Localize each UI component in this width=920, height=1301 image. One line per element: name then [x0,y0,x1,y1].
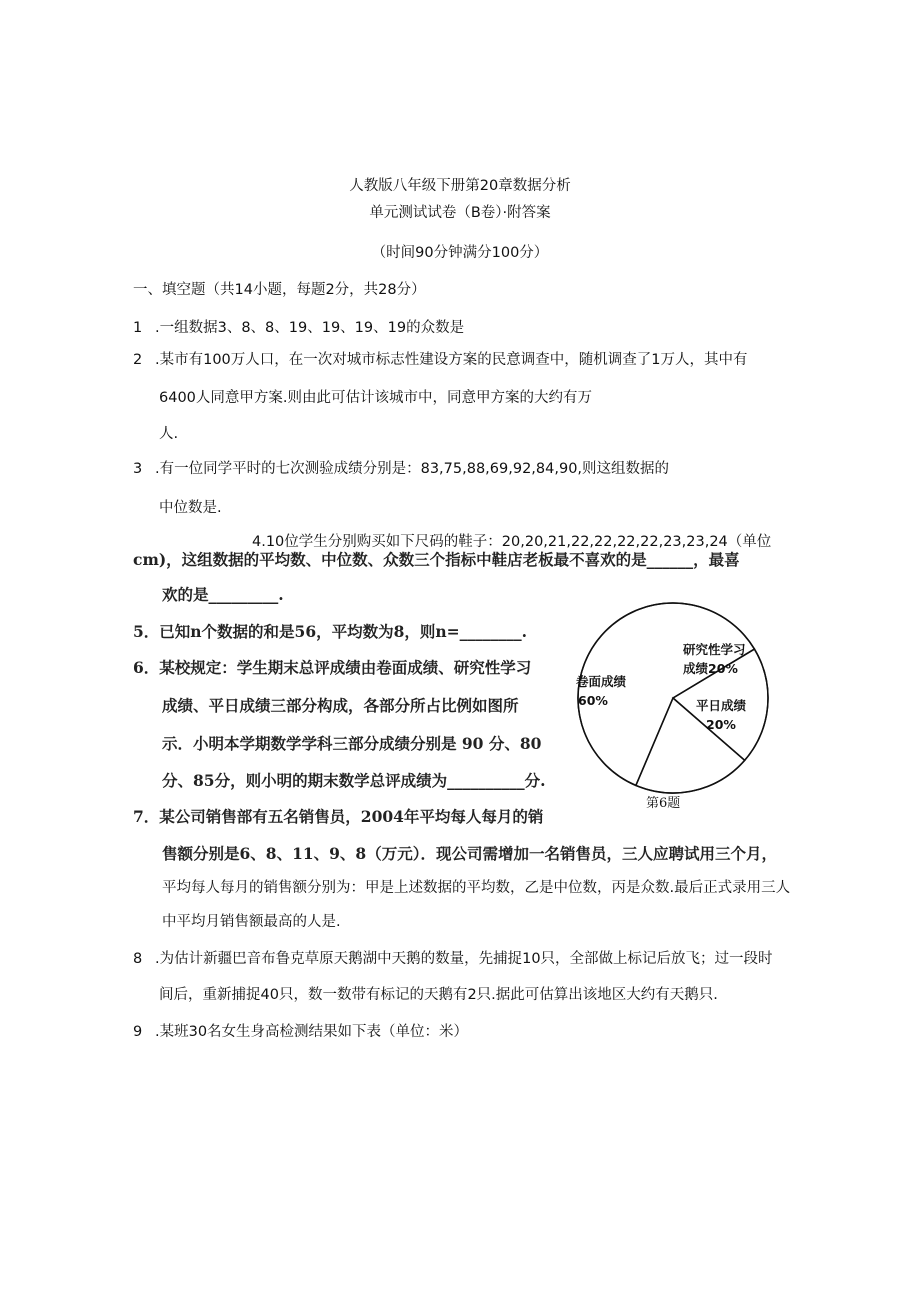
pie-slice-label: 卷面成绩 [576,674,627,689]
question-number: 1 [133,320,143,336]
question-text: .有一位同学平时的七次测验成绩分别是：83,75,88,69,92,84,90,则这组数据的 [155,461,670,477]
question-text: .某市有100万人口，在一次对城市标志性建设方案的民意调查中，随机调查了1万人，其中有 [155,352,748,368]
pie-slice-value: 20% [706,717,736,732]
page-subtitle: 单元测试试卷（B卷）·附答案 [369,205,551,221]
question-2 [133,350,748,370]
question-2-line2: 6400人同意甲方案.则由此可估计该城市中，同意甲方案的大约有万 [159,390,593,406]
chart-caption: 第6题 [646,796,681,811]
question-1 [133,318,464,338]
question-6-line2: 成绩、平日成绩三部分构成，各部分所占比例如图所 [162,696,519,715]
question-3 [133,459,669,479]
question-number: 2 [133,352,143,368]
pie-slice-value: 成绩20% [683,661,738,676]
question-7-line3: 平均每人每月的销售额分别为：甲是上述数据的平均数，乙是中位数，丙是众数.最后正式录用三人 [162,880,791,896]
question-4: 4.10位学生分别购买如下尺码的鞋子：20,20,21,22,22,22,22,23,23,24（单位 [252,534,772,550]
question-4-line2: cm)，这组数据的平均数、中位数、众数三个指标中鞋店老板最不喜欢的是______，最喜 [133,550,740,569]
question-7-line2: 售额分别是6、8、11、9、8（万元）．现公司需增加一名销售员，三人应聘试用三个月， [162,844,777,863]
section-heading: 一、填空题（共14小题，每题2分，共28分） [133,282,426,298]
time-note: （时间90分钟满分100分） [371,245,549,261]
pie-chart [568,598,778,818]
question-6: 6．某校规定：学生期末总评成绩由卷面成绩、研究性学习 [133,658,532,677]
question-6-line4: 分、85分，则小明的期末数学总评成绩为__________分. [162,771,546,790]
page-title: 人教版八年级下册第20章数据分析 [349,178,571,194]
question-5: 5．已知n个数据的和是56，平均数为8，则n=________. [133,622,528,641]
question-number: 9 [133,1024,143,1040]
pie-slice-label: 平日成绩 [696,698,747,713]
question-number: 8 [133,951,143,967]
question-text: .一组数据3、8、8、19、19、19、19的众数是 [155,320,465,336]
question-text: .某班30名女生身高检测结果如下表（单位：米） [155,1024,469,1040]
question-4-line3: 欢的是_________. [162,585,284,604]
question-9 [133,1022,468,1042]
question-8 [133,949,773,969]
question-3-line2: 中位数是. [159,500,222,516]
pie-slice-value: 60% [578,693,608,708]
question-2-line3: 人. [159,426,179,442]
question-6-line3: 示．小明本学期数学学科三部分成绩分别是 90 分、80 [162,734,542,753]
question-7-line4: 中平均月销售额最高的人是. [162,914,341,930]
question-number: 3 [133,461,143,477]
question-text: .为估计新疆巴音布鲁克草原天鹅湖中天鹅的数量，先捕捉10只，全部做上标记后放飞；过一段时 [155,951,773,967]
pie-slice-label: 研究性学习 [683,642,746,657]
question-8-line2: 间后，重新捕捉40只，数一数带有标记的天鹅有2只.据此可估算出该地区大约有天鹅只. [159,987,718,1003]
question-7: 7．某公司销售部有五名销售员，2004年平均每人每月的销 [133,807,544,826]
